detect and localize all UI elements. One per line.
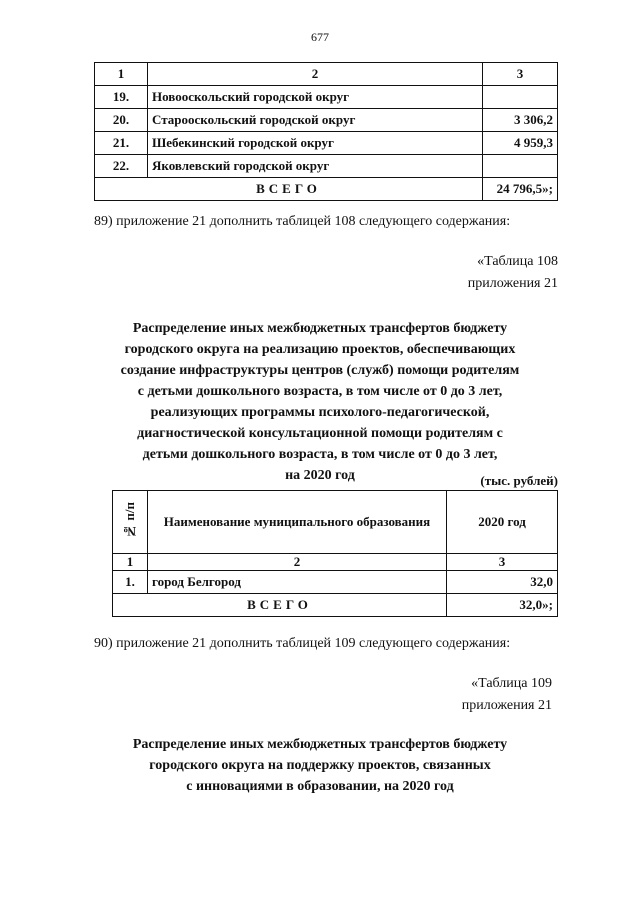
row-name: город Белгород — [148, 571, 447, 594]
row-value: 3 306,2 — [483, 109, 558, 132]
page-number: 677 — [311, 30, 329, 44]
table-row — [95, 86, 558, 109]
name-column-header: Наименование муниципального образования — [148, 491, 447, 554]
total-label: ВСЕГО — [113, 594, 447, 617]
title-line: реализующих программы психолого-педагогической, — [150, 405, 490, 420]
row-value: 32,0 — [447, 571, 558, 594]
year-column-header: 2020 год — [447, 491, 558, 554]
total-row — [113, 594, 558, 617]
title-line: создание инфраструктуры центров (служб) помощи родителям — [120, 363, 520, 378]
row-name: Новооскольский городской округ — [148, 86, 483, 109]
header-cell: 2 — [148, 63, 483, 86]
column-numbers-row — [113, 554, 558, 571]
paragraph-90: 90) приложение 21 дополнить таблицей 109 следующего содержания: — [94, 636, 511, 651]
table-row — [95, 109, 558, 132]
title-line: Распределение иных межбюджетных трансфертов бюджету — [132, 737, 508, 752]
total-value: 32,0»; — [447, 594, 558, 617]
title-line: городского округа на поддержку проектов, связанных — [149, 758, 491, 773]
table-108-title — [0, 318, 640, 486]
total-label: ВСЕГО — [95, 178, 483, 201]
total-row — [95, 178, 558, 201]
table-row — [113, 571, 558, 594]
row-number: 19. — [95, 86, 148, 109]
title-line: с детьми дошкольного возраста, в том числе от 0 до 3 лет, — [137, 384, 503, 399]
row-value: 4 959,3 — [483, 132, 558, 155]
title-line: Распределение иных межбюджетных трансфертов бюджету — [132, 321, 508, 336]
table-108-reference-line2: приложения 21 — [467, 276, 558, 291]
table-row — [95, 132, 558, 155]
title-line: детьми дошкольного возраста, в том числе от 0 до 3 лет, — [142, 447, 498, 462]
paragraph-89: 89) приложение 21 дополнить таблицей 108 следующего содержания: — [94, 214, 511, 229]
table-109-reference-line1: «Таблица 109 — [471, 676, 552, 691]
row-name: Старооскольский городской округ — [148, 109, 483, 132]
row-number: 22. — [95, 155, 148, 178]
number-column-header: № п/п — [122, 501, 137, 539]
title-line: на 2020 год — [285, 468, 355, 483]
table-108 — [112, 490, 558, 617]
table-header-row — [95, 63, 558, 86]
column-number: 2 — [148, 554, 447, 571]
table-108-reference-line1: «Таблица 108 — [477, 254, 558, 269]
column-number: 3 — [447, 554, 558, 571]
row-number: 20. — [95, 109, 148, 132]
row-value — [483, 86, 558, 109]
title-line: городского округа на реализацию проектов, обеспечивающих — [124, 342, 516, 357]
title-line: диагностической консультационной помощи родителям с — [137, 426, 503, 441]
table-109-reference-line2: приложения 21 — [461, 698, 552, 713]
table-header-row — [113, 491, 558, 554]
header-cell-number — [113, 491, 148, 554]
units-label: (тыс. рублей) — [480, 473, 558, 488]
header-cell: 1 — [95, 63, 148, 86]
row-name: Яковлевский городской округ — [148, 155, 483, 178]
table-row — [95, 155, 558, 178]
row-number: 21. — [95, 132, 148, 155]
column-number: 1 — [113, 554, 148, 571]
row-value — [483, 155, 558, 178]
row-name: Шебекинский городской округ — [148, 132, 483, 155]
table-109-title — [0, 734, 640, 797]
total-value: 24 796,5»; — [483, 178, 558, 201]
header-cell: 3 — [483, 63, 558, 86]
continuation-table — [94, 62, 558, 201]
row-number: 1. — [113, 571, 148, 594]
title-line: с инновациями в образовании, на 2020 год — [186, 779, 454, 794]
